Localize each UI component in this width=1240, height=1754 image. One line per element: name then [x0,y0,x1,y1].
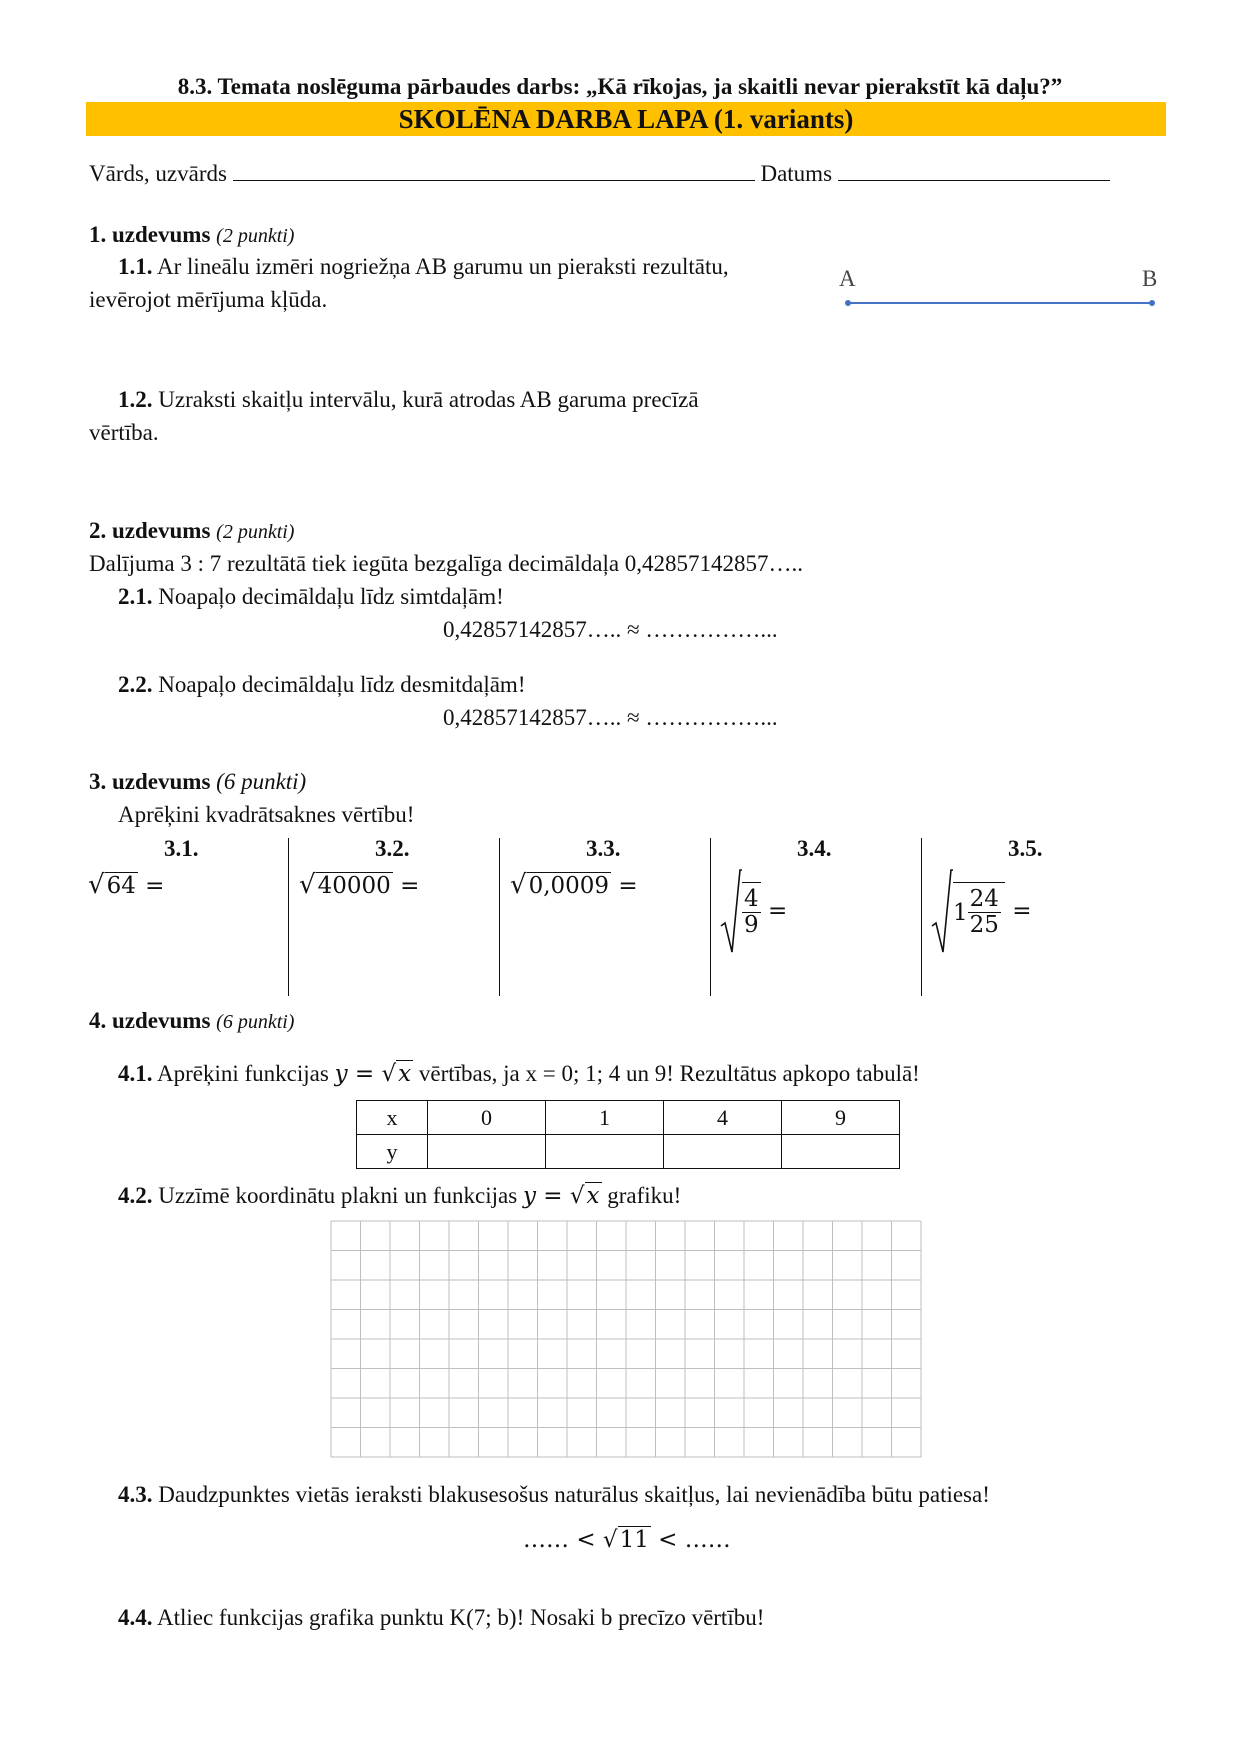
sqrt-symbol: √ [381,1061,397,1087]
column-divider [499,838,500,996]
table-cell-y-answer[interactable] [428,1135,546,1169]
task3-item3-number: 3.3. [586,836,621,861]
func-var: x [586,1183,600,1209]
task4-points: (6 punkti) [216,1011,295,1033]
task3-item5-expression [931,868,1032,954]
radicand: 0,0009 [528,873,610,899]
task4-q4 [118,1605,764,1631]
date-field[interactable] [838,158,1110,181]
numerator: 24 [969,885,999,912]
task2-title: 2. uzdevums [89,518,211,543]
task4-q2 [118,1183,681,1209]
table-row [357,1101,900,1135]
task3-item1-expression [88,870,164,900]
point-a-label: A [839,266,856,291]
task4-q1-post: vērtības, ja x = 0; 1; 4 un 9! Rezultātus apkopo tabulā! [418,1061,920,1086]
task4-q2-pre: Uzzīmē koordinātu plakni un funkcijas [158,1183,518,1208]
task1-heading [89,222,294,248]
task3-points: (6 punkti) [216,769,307,794]
task1-q1-line2: ievērojot mērījuma kļūda. [89,287,328,312]
task3-heading [89,769,306,795]
task2-q2-expression: 0,42857142857….. ≈ ……………... [443,705,778,730]
sqrt-symbol [931,868,953,954]
table-cell-x: 1 [546,1101,664,1135]
radicand: 64 [106,873,136,899]
task4-q4-number: 4.4. [118,1605,153,1630]
task4-heading [89,1008,294,1034]
fraction [968,887,1001,939]
radicand: 40000 [317,873,391,899]
name-field[interactable] [233,158,755,181]
task1-q1-line1 [118,254,729,280]
function-formula [335,1060,414,1087]
denominator: 9 [744,912,759,938]
func-var: x [398,1061,412,1087]
task3-item5-number: 3.5. [1008,836,1043,861]
student-info-row [89,158,1110,187]
task2-heading [89,518,294,544]
equals-sign: = [767,898,788,924]
task2-q1-text: Noapaļo decimāldaļu līdz simtdaļām! [158,584,504,609]
numerator: 4 [744,885,759,912]
sqrt-symbol [720,868,742,954]
task3-intro: Aprēķini kvadrātsaknes vērtību! [118,802,415,827]
sqrt-symbol: √ [88,870,105,900]
table-cell-y-answer[interactable] [664,1135,782,1169]
name-label: Vārds, uzvārds [89,161,227,186]
task4-title: 4. uzdevums [89,1008,211,1033]
denominator: 25 [969,912,999,938]
task3-item3-expression [510,870,638,900]
column-divider [921,838,922,996]
table-cell-x: 0 [428,1101,546,1135]
task1-q1-text: Ar lineālu izmēri nogriežņa AB garumu un pieraksti rezultātu, [156,254,729,279]
func-eq: = [543,1183,563,1209]
task3-item2-number: 3.2. [375,836,410,861]
task4-q3 [118,1482,990,1508]
point-b-label: B [1142,266,1158,291]
task4-q4-text: Atliec funkcijas grafika punktu K(7; b)! Nosaki b precīzo vērtību! [156,1605,765,1630]
worksheet-banner: SKOLĒNA DARBA LAPA (1. variants) [86,102,1166,136]
sqrt-symbol: √ [602,1527,618,1553]
task1-title: 1. uzdevums [89,222,211,247]
table-cell-x: 4 [664,1101,782,1135]
whole-part: 1 [953,899,968,926]
graph-grid[interactable] [330,1220,922,1458]
table-cell-y-answer[interactable] [782,1135,900,1169]
table-header-x: x [357,1101,428,1135]
task4-q1 [118,1061,920,1087]
task3-item4-expression [720,868,787,954]
task2-q2 [118,672,526,698]
task3-item1-number: 3.1. [164,836,199,861]
task4-q2-post: grafiku! [607,1183,682,1208]
date-label: Datums [760,161,833,186]
task2-q1-number: 2.1. [118,584,153,609]
task2-intro: Dalījuma 3 : 7 rezultātā tiek iegūta bezgalīga decimāldaļa 0,42857142857….. [89,551,804,576]
table-header-y: y [357,1135,428,1169]
equals-sign: = [618,873,638,899]
task1-q2-line1 [118,387,699,413]
sqrt-symbol: √ [510,870,527,900]
worksheet-title: 8.3. Temata noslēguma pārbaudes darbs: „Kā rīkojas, ja skaitli nevar pierakstīt kā daļu?” [177,74,1063,99]
task1-q2-line2: vērtība. [89,420,159,445]
task2-q1 [118,584,504,610]
task2-q2-number: 2.2. [118,672,153,697]
task4-q1-number: 4.1. [118,1061,153,1086]
dots-left[interactable]: …… [523,1527,569,1553]
task4-q1-pre: Aprēķini funkcijas [156,1061,329,1086]
radicand: 11 [619,1527,649,1553]
task3-title: 3. uzdevums [89,769,211,794]
task2-q1-expression: 0,42857142857….. ≈ ……………... [443,617,778,642]
sqrt-symbol: √ [569,1183,585,1209]
function-formula [523,1182,602,1209]
less-than-sign: < [658,1527,678,1553]
inequality-expression [523,1527,731,1553]
table-cell-x: 9 [782,1101,900,1135]
func-lhs: y [334,1061,348,1087]
task4-q2-number: 4.2. [118,1183,153,1208]
task2-q2-text: Noapaļo decimāldaļu līdz desmitdaļām! [158,672,526,697]
equals-sign: = [400,873,420,899]
task4-q3-text: Daudzpunktes vietās ieraksti blakusesošus naturālus skaitļus, lai nevienādība būtu patiesa! [158,1482,990,1507]
func-eq: = [354,1061,375,1087]
equals-sign: = [1012,898,1032,924]
column-divider [288,838,289,996]
task1-q2-number: 1.2. [118,387,153,412]
table-cell-y-answer[interactable] [546,1135,664,1169]
task2-points: (2 punkti) [216,521,295,543]
table-row [357,1135,900,1169]
task1-q2-text: Uzraksti skaitļu intervālu, kurā atrodas AB garuma precīzā [158,387,699,412]
fraction [742,887,761,939]
task4-q3-number: 4.3. [118,1482,153,1507]
task3-item2-expression [299,870,419,900]
less-than-sign: < [576,1527,596,1553]
task1-points: (2 punkti) [216,225,295,247]
sqrt-symbol: √ [299,870,316,900]
segment-ab [840,296,1160,310]
func-lhs: y [522,1183,536,1209]
column-divider [710,838,711,996]
values-table [356,1100,900,1169]
task3-item4-number: 3.4. [797,836,832,861]
task1-q1-number: 1.1. [118,254,153,279]
dots-right[interactable]: …… [684,1527,731,1553]
equals-sign: = [145,873,165,899]
